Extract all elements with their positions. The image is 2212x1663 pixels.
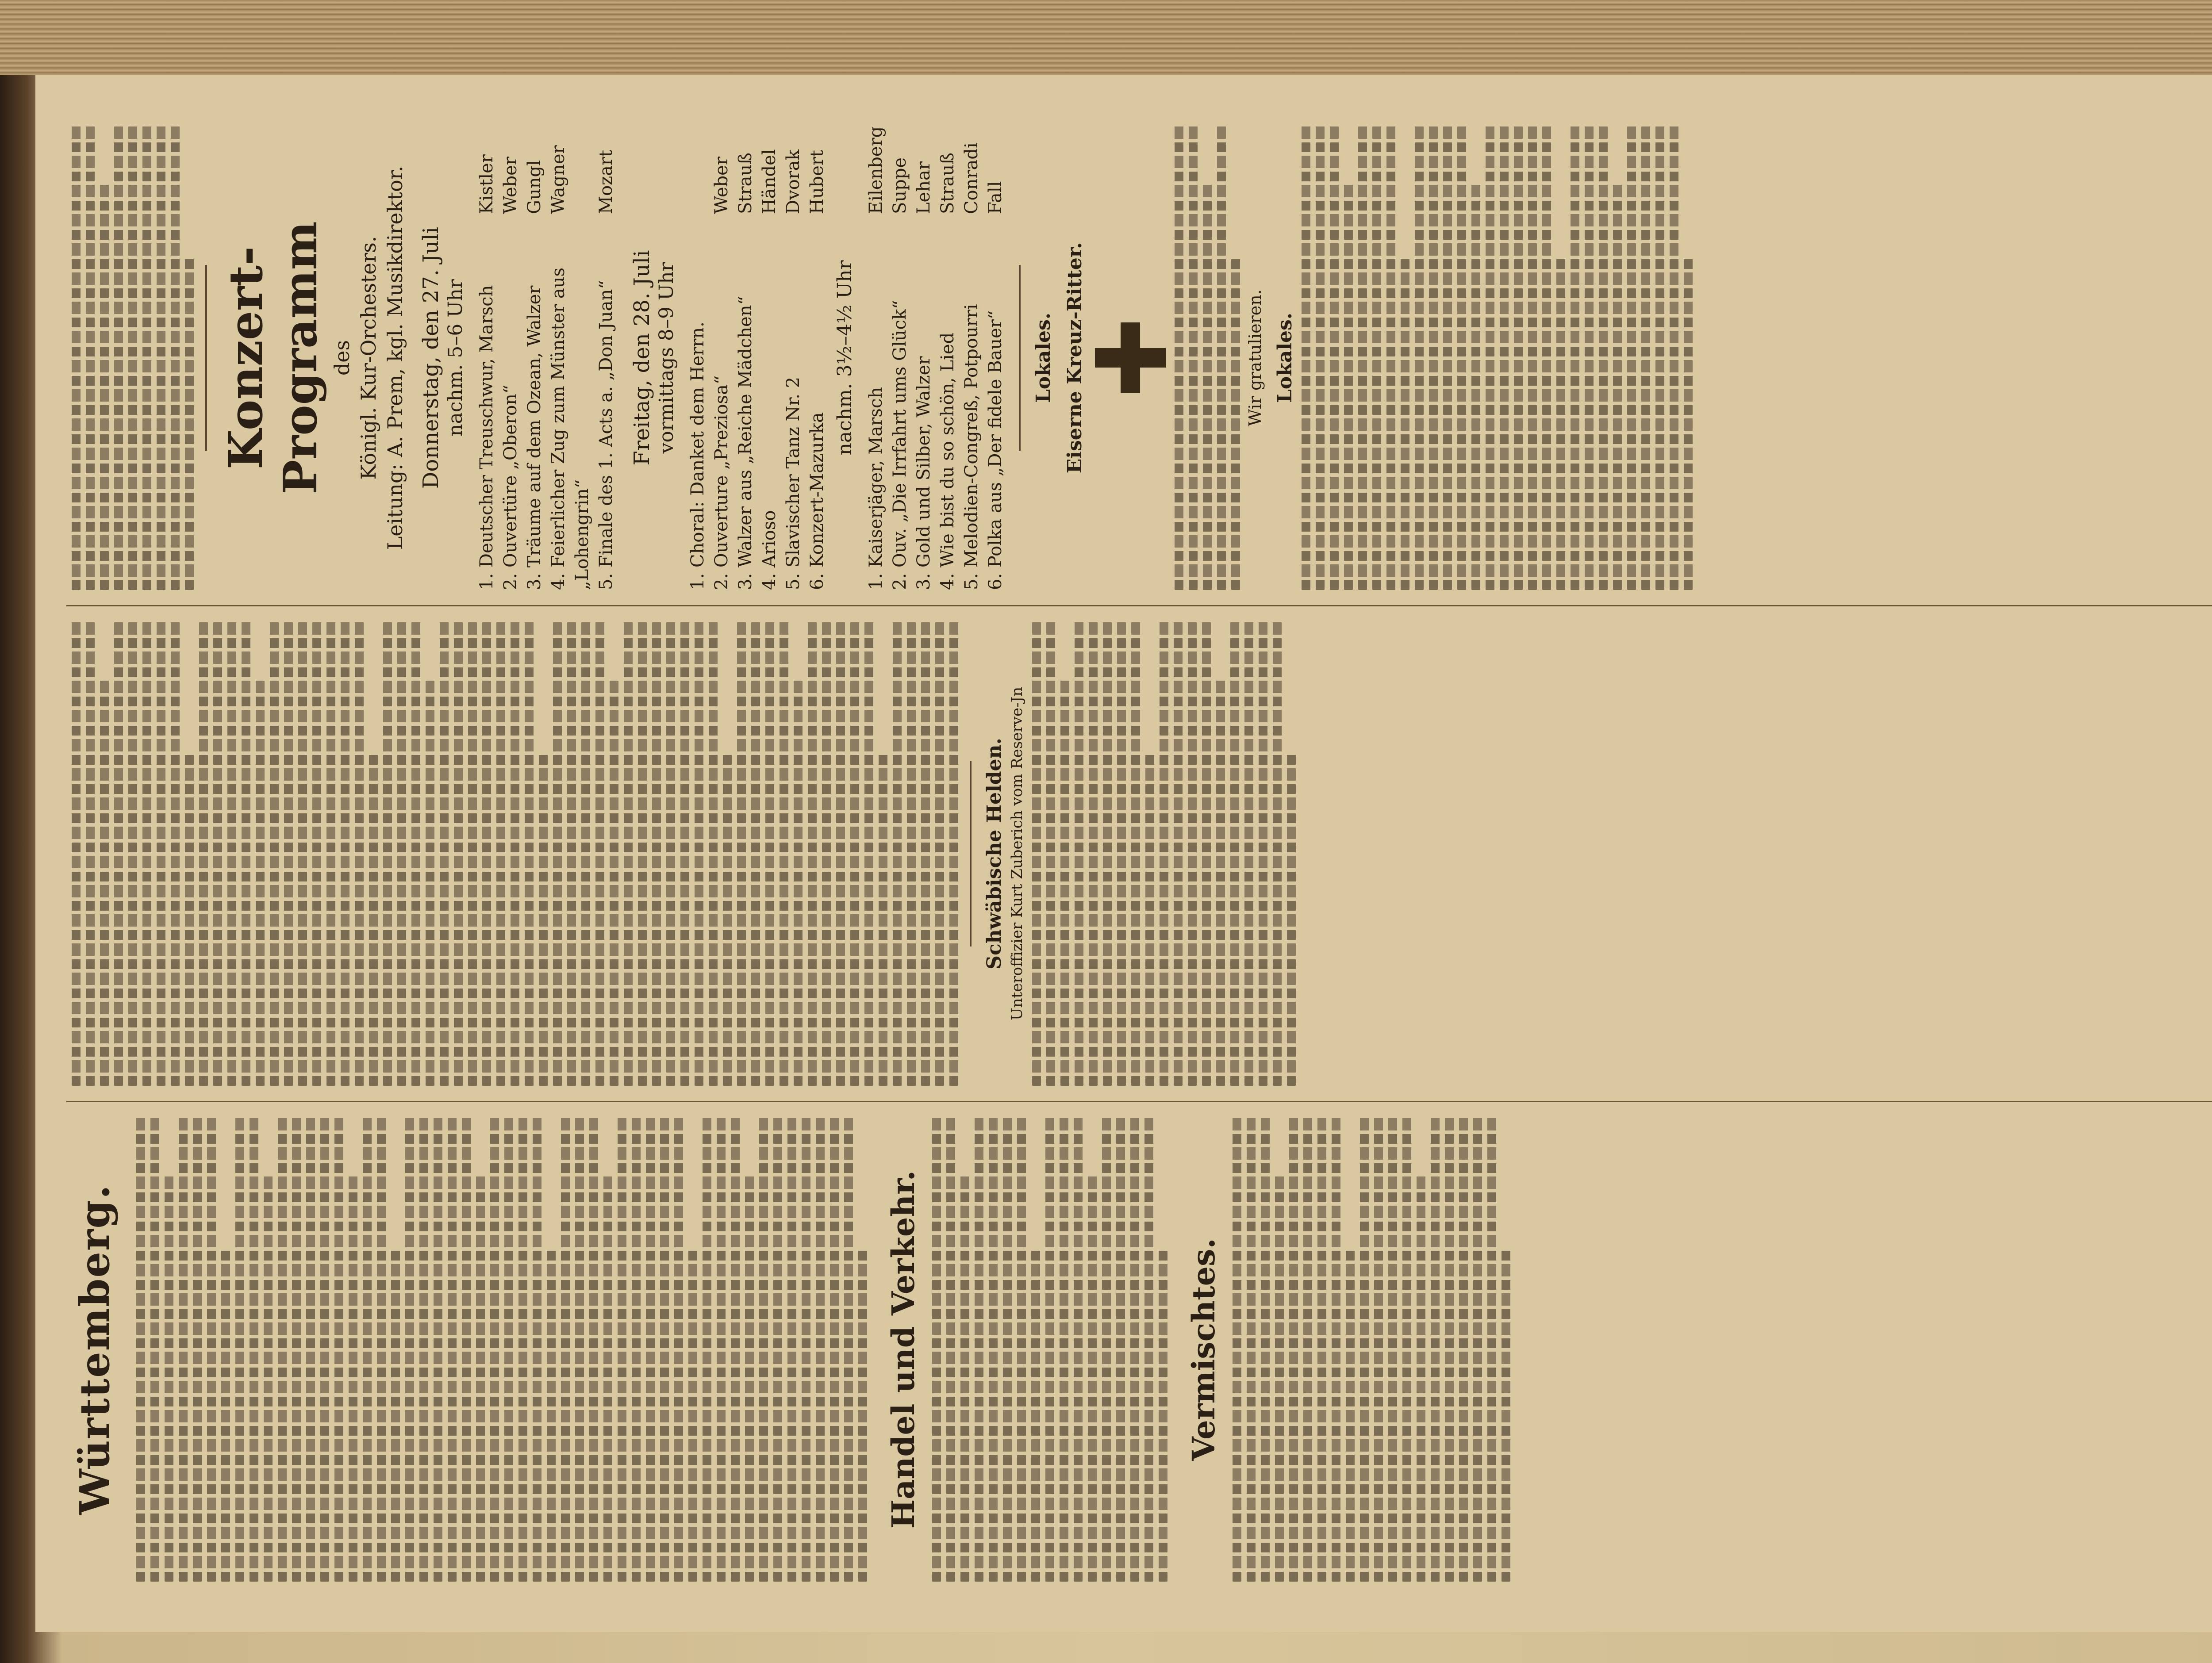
program-item: 5. Melodien-Congreß, Potpourri Conradi: [961, 142, 982, 590]
program-item: 2. Ouvertüre „Oberon“ Weber: [500, 157, 521, 590]
program-orchestra: Königl. Kur-Orchesters.: [357, 236, 380, 480]
program-leader: Leitung: A. Prem, kgl. Musikdirektor.: [383, 165, 407, 550]
program-time-3: nachm. 3½–4½ Uhr: [833, 260, 856, 456]
article-text: [72, 126, 194, 590]
article-text: [72, 621, 958, 1086]
divider: [970, 761, 972, 946]
program-item: 6. Konzert-Mazurka Hubert: [807, 149, 827, 590]
program-item: 3. Träume auf dem Ozean, Walzer Gungl: [524, 160, 545, 590]
article-text: [1302, 126, 1693, 590]
program-item: 2. Ouv. „Die Irrfahrt ums Glück“ Suppe: [890, 157, 910, 590]
program-item: 3. Gold und Silber, Walzer Lehar: [914, 161, 934, 590]
program-time-2: vormittags 8–9 Uhr: [655, 262, 678, 454]
program-subtitle: des: [330, 340, 354, 376]
program-item: 6. Polka aus „Der fidele Bauer“ Fall: [985, 181, 1006, 590]
program-time-1: nachm. 5–6 Uhr: [444, 279, 467, 437]
program-item: 4. Arioso Händel: [759, 149, 780, 590]
subheadline-heroes: Unteroffizier Kurt Zuberich vom Reserve-Jn: [1008, 686, 1026, 1021]
program-day-1: Donnerstag, den 27. Juli: [419, 226, 443, 489]
article-text: [1175, 126, 1240, 590]
column-news: [66, 605, 2212, 1101]
divider: [205, 265, 207, 451]
headline-eiserne-kreuz: Eiserne Kreuz-Ritter.: [1064, 242, 1086, 474]
headline-lokales-2: Lokales.: [1274, 312, 1296, 403]
newspaper-page: [35, 75, 2212, 1632]
program-item: 4. Feierlicher Zug zum Münster aus „Lohengrin“ Wagner: [548, 145, 592, 590]
iron-cross-icon: [1095, 322, 1166, 393]
program-item: 1. Kaiserjäger, Marsch Eilenberg: [866, 126, 886, 590]
program-item: 5. Finale des 1. Acts a. „Don Juan“ Mozart: [596, 149, 616, 590]
divider: [1019, 265, 1021, 451]
program-item: 1. Choral: Danket dem Herrn.: [687, 322, 708, 590]
article-text: [1233, 1117, 1510, 1582]
headline-vermischtes: Vermischtes.: [1185, 1238, 1222, 1461]
program-day-2: Freitag, den 28. Juli: [630, 250, 654, 466]
column-program: [66, 111, 2212, 605]
headline-wuerttemberg: Württemberg.: [71, 1184, 119, 1515]
program-list-1: [475, 126, 618, 590]
program-title: Konzert-Programm: [219, 221, 327, 494]
page-edges-top: [0, 0, 2212, 75]
program-list-2: [686, 126, 829, 590]
program-item: 4. Wie bist du so schön, Lied Strauß: [937, 153, 958, 590]
program-item: 3. Walzer aus „Reiche Mädchen“ Strauß: [735, 153, 756, 590]
headline-schwaebische-helden: Schwäbische Helden.: [983, 738, 1006, 969]
program-item: 5. Slavischer Tanz Nr. 2 Dvorak: [783, 149, 803, 590]
headline-lokales: Lokales.: [1032, 312, 1055, 403]
article-text: [1032, 621, 1296, 1086]
program-item: 2. Ouverture „Preziosa“ Weber: [711, 157, 732, 590]
program-item: 1. Deutscher Treuschwur, Marsch Kistler: [476, 154, 497, 590]
article-text: [136, 1117, 867, 1582]
congratulations-line: Wir gratulieren.: [1245, 289, 1265, 426]
headline-handel: Handel und Verkehr.: [885, 1170, 922, 1529]
column-wuerttemberg: [66, 1101, 2212, 1597]
program-list-3: [864, 126, 1007, 590]
newspaper-sheet: [35, 75, 2212, 1632]
article-text: [932, 1117, 1167, 1582]
